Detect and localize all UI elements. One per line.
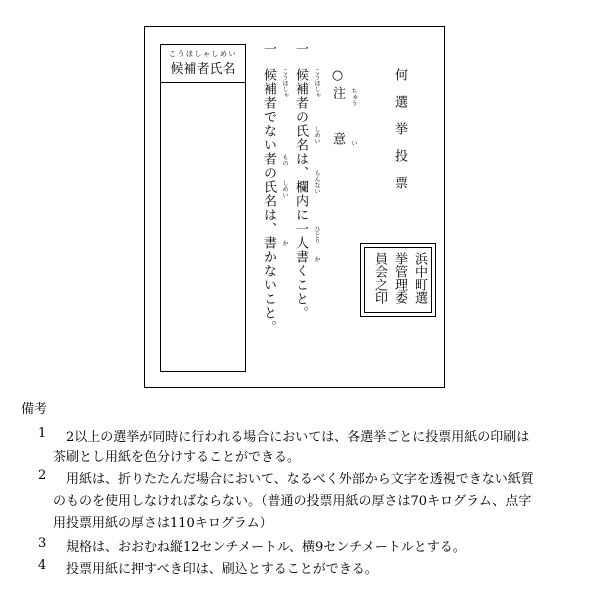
candidate-name-header bbox=[161, 45, 245, 83]
remark-1-number: 1 bbox=[38, 426, 47, 441]
seal-line-3: 員会之印 bbox=[372, 252, 387, 304]
note-mark: ○ bbox=[330, 68, 345, 83]
note-1-ruby-1: こうほしゃ bbox=[313, 68, 320, 98]
candidate-name-ruby: こうほしゃしめい bbox=[169, 50, 237, 58]
remark-1-line-1: 2以上の選挙が同時に行われる場合においては、各選挙ごとに投票用紙の印刷は bbox=[53, 430, 530, 445]
candidate-name-box bbox=[160, 44, 246, 372]
note-2-ruby-2: もの bbox=[281, 154, 288, 166]
seal-inner-border bbox=[364, 247, 432, 313]
note-2: 候補者でない者の氏名は、書かないこと。 bbox=[261, 68, 276, 334]
seal-line-2: 挙管理委 bbox=[392, 252, 407, 304]
note-1-ruby-3: らんない bbox=[313, 170, 320, 194]
bullet-1: 一 bbox=[293, 42, 308, 55]
note-header: 注 意 bbox=[330, 86, 345, 155]
remark-2-number: 2 bbox=[38, 468, 47, 483]
remark-4-number: 4 bbox=[38, 558, 47, 573]
remark-1-line-2: 茶刷とし用紙を色分けすることができる。 bbox=[53, 450, 301, 465]
remark-2-line-3: 用投票用紙の厚さは110キログラム） bbox=[53, 516, 273, 531]
note-1-ruby-4: ひとり bbox=[313, 226, 320, 244]
note-2-ruby-3: しめい bbox=[281, 180, 288, 198]
remarks-title: 備考 bbox=[21, 402, 48, 417]
candidate-name-label: 候補者氏名 bbox=[170, 62, 236, 77]
remark-2-line-2: のものを使用しなければならない。（普通の投票用紙の厚さは70キログラム、点字 bbox=[53, 494, 532, 509]
note-1-ruby-2: しめい bbox=[313, 126, 320, 144]
ballot-title: 何選挙投票 bbox=[392, 68, 407, 203]
remark-2-line-1: 用紙は、折りたたんだ場合において、なるべく外部から文字を透視できない紙質 bbox=[53, 472, 534, 487]
note-1-ruby-5: か bbox=[313, 256, 320, 262]
election-committee-seal bbox=[360, 243, 436, 317]
remark-3-number: 3 bbox=[38, 536, 47, 551]
remark-4-line-1: 投票用紙に押すべき印は、刷込とすることができる。 bbox=[53, 562, 378, 577]
note-2-ruby-4: か bbox=[281, 240, 288, 246]
bullet-2: 一 bbox=[261, 42, 276, 55]
remark-3-line-1: 規格は、おおむね縦12センチメートル、横9センチメートルとする。 bbox=[53, 540, 466, 555]
note-header-ruby-2: い bbox=[350, 140, 357, 146]
note-header-ruby-1: ちゅう bbox=[350, 88, 357, 106]
note-1: 候補者の氏名は、欄内に一人書くこと。 bbox=[293, 68, 308, 320]
seal-line-1: 浜中町選 bbox=[412, 252, 427, 304]
note-2-ruby-1: こうほしゃ bbox=[281, 68, 288, 98]
